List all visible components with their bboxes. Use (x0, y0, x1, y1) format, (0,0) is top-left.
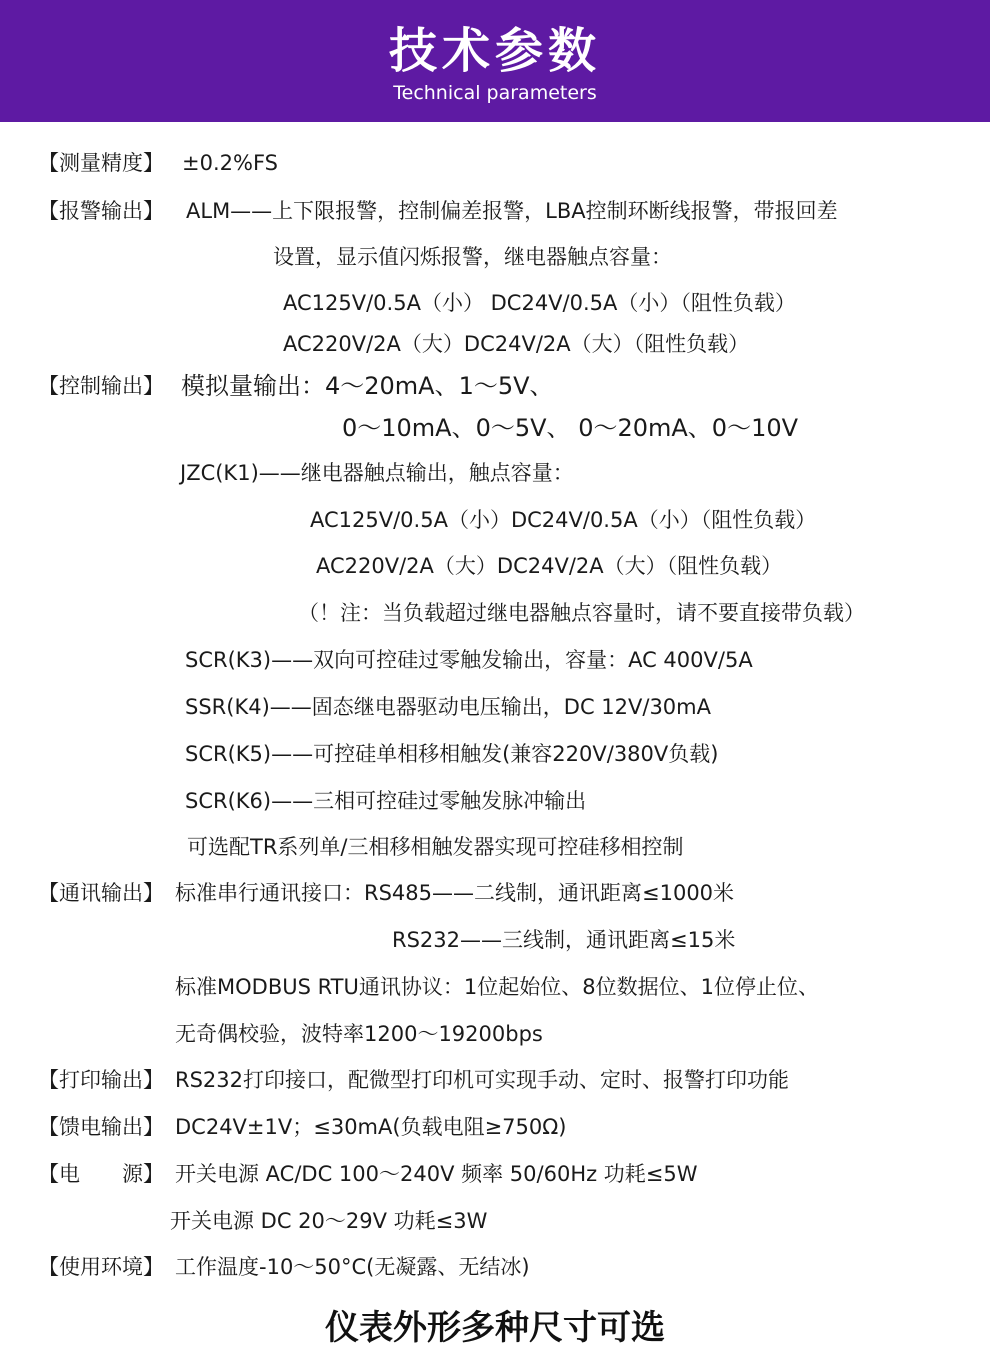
alarm-line-1: ALM——上下限报警，控制偏差报警，LBA控制环断线报警，带报回差 (186, 199, 838, 223)
param-print (38, 1065, 790, 1095)
control-note: （！注：当负载超过继电器触点容量时，请不要直接带负载） (298, 601, 865, 625)
comm-line-2: RS232——三线制，通讯距离≤15米 (392, 928, 736, 952)
param-control (38, 371, 554, 401)
param-label: 【馈电输出】 (38, 1115, 164, 1139)
param-measure (38, 148, 278, 178)
control-ssr-k4: SSR(K4)——固态继电器驱动电压输出，DC 12V/30mA (185, 695, 711, 719)
param-value: RS232打印接口，配微型打印机可实现手动、定时、报警打印功能 (175, 1068, 790, 1092)
alarm-line-4: AC220V/2A（大）DC24V/2A（大）（阻性负载） (283, 332, 750, 356)
param-label: 【打印输出】 (38, 1068, 164, 1092)
param-value: 工作温度-10～50°C(无凝露、无结冰) (175, 1255, 530, 1279)
param-power (38, 1159, 698, 1189)
comm-line-4: 无奇偶校验，波特率1200～19200bps (175, 1022, 543, 1046)
control-scr-k5: SCR(K5)——可控硅单相移相触发(兼容220V/380V负载) (185, 742, 719, 766)
control-jzc-cap-1: AC125V/0.5A（小）DC24V/0.5A（小）（阻性负载） (310, 508, 817, 532)
power-line-1: 开关电源 AC/DC 100～240V 频率 50/60Hz 功耗≤5W (175, 1162, 698, 1186)
param-alarm (38, 196, 838, 226)
param-label: 【测量精度】 (38, 151, 164, 175)
control-jzc-cap-2: AC220V/2A（大）DC24V/2A（大）（阻性负载） (316, 554, 783, 578)
param-env (38, 1252, 530, 1282)
footer-text: 仪表外形多种尺寸可选 (325, 1308, 665, 1348)
power-line-2: 开关电源 DC 20～29V 功耗≤3W (170, 1209, 488, 1233)
param-label: 【使用环境】 (38, 1255, 164, 1279)
param-label: 【电 源】 (38, 1162, 164, 1186)
comm-line-3: 标准MODBUS RTU通讯协议：1位起始位、8位数据位、1位停止位、 (175, 975, 819, 999)
control-jzc: JZC(K1)——继电器触点输出，触点容量： (180, 461, 574, 485)
alarm-line-3: AC125V/0.5A（小） DC24V/0.5A（小）（阻性负载） (283, 291, 796, 315)
control-scr-k6: SCR(K6)——三相可控硅过零触发脉冲输出 (185, 789, 587, 813)
control-analog-1: 模拟量输出：4～20mA、1～5V、 (181, 372, 554, 400)
alarm-line-2: 设置，显示值闪烁报警，继电器触点容量： (273, 245, 672, 269)
comm-line-1: 标准串行通讯接口：RS485——二线制，通讯距离≤1000米 (175, 881, 735, 905)
control-scr-k3: SCR(K3)——双向可控硅过零触发输出，容量：AC 400V/5A (185, 648, 753, 672)
param-label: 【报警输出】 (38, 199, 164, 223)
page-title: 技术参数 (388, 23, 601, 79)
page-subtitle: Technical parameters (393, 82, 597, 104)
control-tr-option: 可选配TR系列单/三相移相触发器实现可控硅移相控制 (187, 835, 684, 859)
param-label: 【控制输出】 (38, 374, 164, 398)
header-banner (0, 0, 990, 122)
param-comm (38, 878, 735, 908)
param-feed (38, 1112, 567, 1142)
param-value: DC24V±1V；≤30mA(负载电阻≥750Ω) (175, 1115, 567, 1139)
param-label: 【通讯输出】 (38, 881, 164, 905)
control-analog-2: 0～10mA、0～5V、 0～20mA、0～10V (342, 414, 799, 442)
param-value: ±0.2%FS (182, 151, 278, 175)
